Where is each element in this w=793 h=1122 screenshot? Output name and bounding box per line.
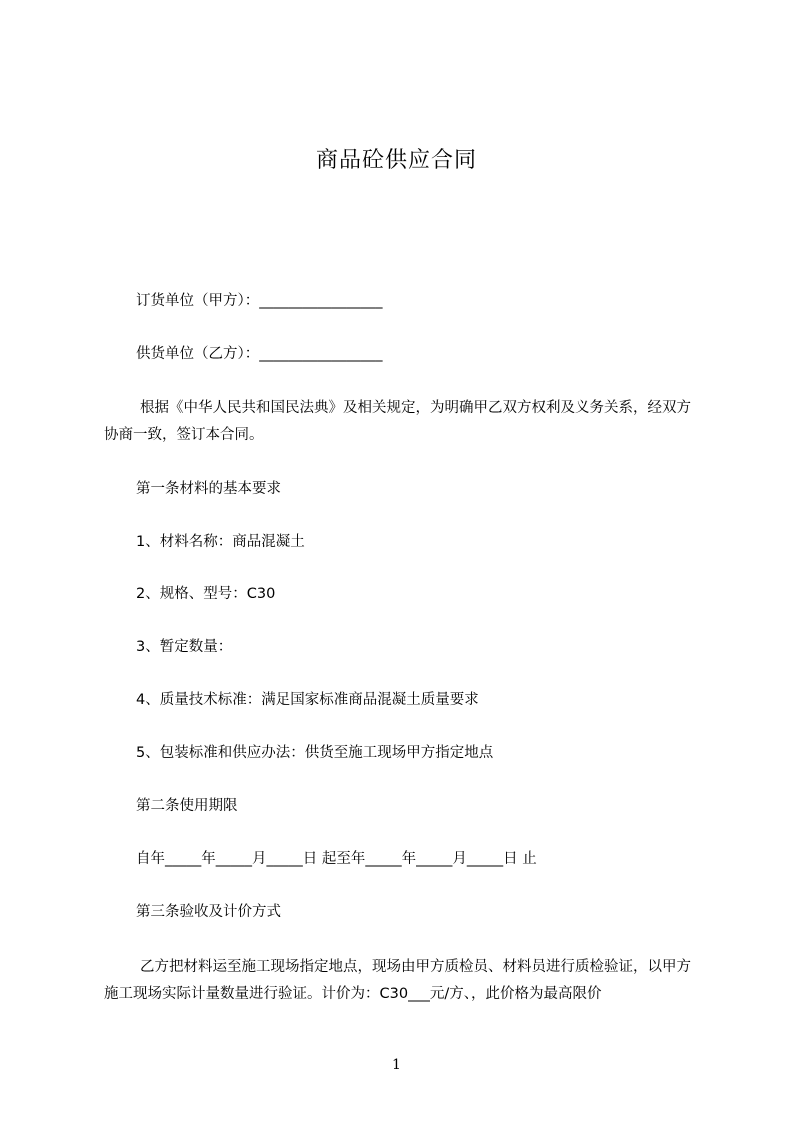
document-title: 商品砼供应合同 bbox=[315, 148, 477, 173]
article2-period: 自年_____年_____月_____日 起至年_____年_____月_____日 止 bbox=[136, 851, 537, 867]
article3-paragraph bbox=[104, 954, 696, 1008]
party-b-line: 供货单位（乙方）：_________________ bbox=[136, 346, 383, 362]
article1-item-5: 5、包装标准和供应办法：供货至施工现场甲方指定地点 bbox=[136, 745, 494, 761]
article1-item-1: 1、材料名称：商品混凝土 bbox=[136, 534, 305, 550]
article1-item-4: 4、质量技术标准：满足国家标准商品混凝土质量要求 bbox=[136, 692, 479, 708]
intro-text: 根据《中华人民共和国民法典》及相关规定，为明确甲乙双方权利及义务关系，经双方协商一致，签订本合同。 bbox=[104, 400, 691, 443]
party-a-line: 订货单位（甲方）：_________________ bbox=[136, 293, 383, 309]
intro-paragraph bbox=[104, 395, 696, 449]
article3-heading: 第三条验收及计价方式 bbox=[136, 904, 281, 920]
article1-heading: 第一条材料的基本要求 bbox=[136, 481, 281, 497]
article1-item-3: 3、暂定数量： bbox=[136, 639, 233, 655]
article1-item-2: 2、规格、型号：C30 bbox=[136, 586, 276, 602]
page-number: 1 bbox=[392, 1057, 401, 1073]
article2-heading: 第二条使用期限 bbox=[136, 798, 238, 814]
article3-text: 乙方把材料运至施工现场指定地点，现场由甲方质检员、材料员进行质检验证，以甲方施工现场实际计量数量进行验证。计价为：C30___元/方、，此价格为最高限价 bbox=[104, 959, 691, 1002]
